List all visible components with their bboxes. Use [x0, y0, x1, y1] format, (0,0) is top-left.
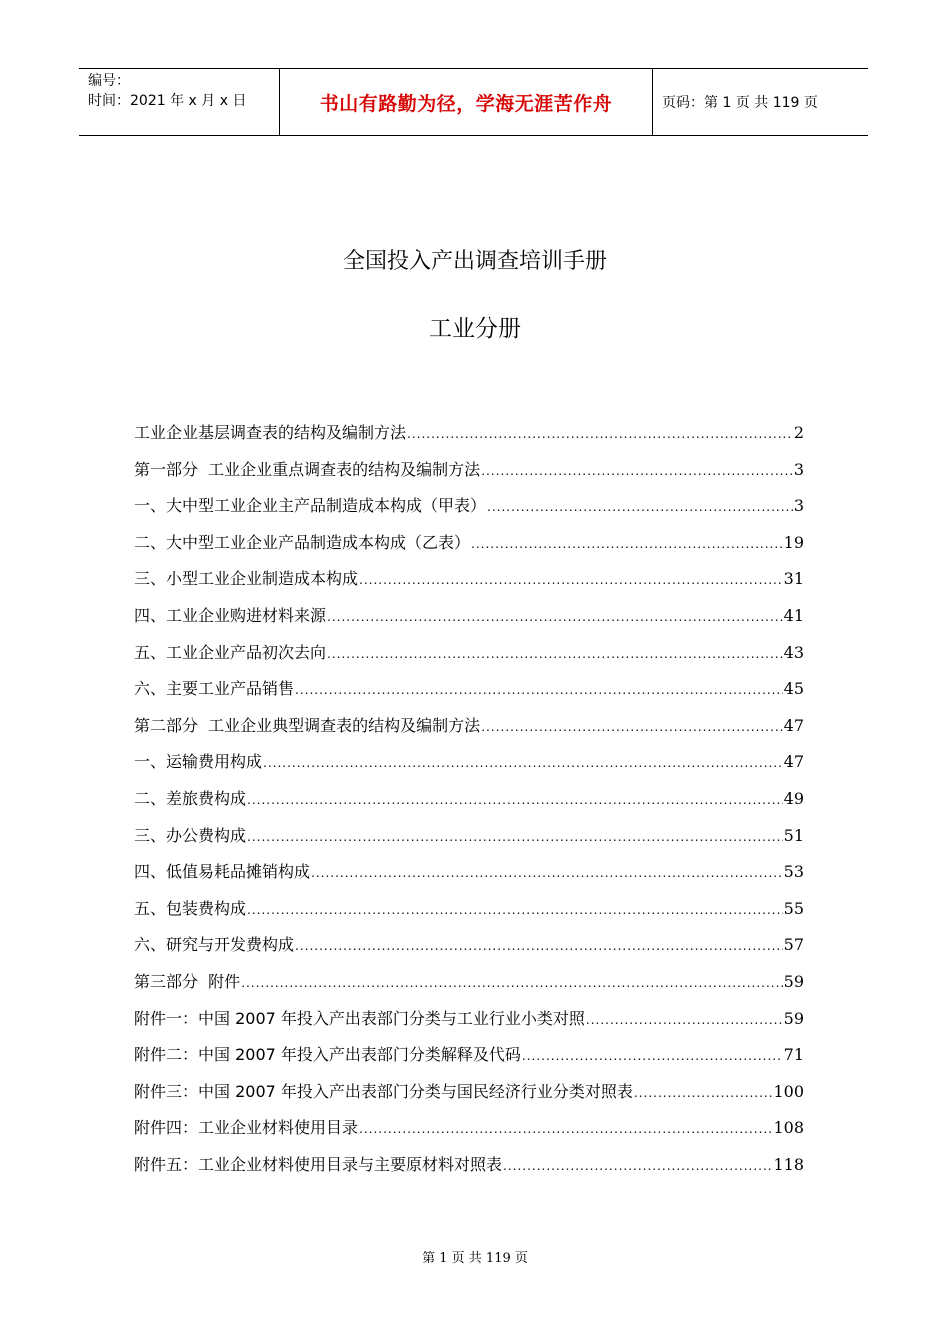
- toc-entry[interactable]: [134, 676, 804, 713]
- toc-entry-label: 附件三：中国 2007 年投入产出表部门分类与国民经济行业分类对照表: [134, 1081, 633, 1101]
- toc-entry-label: 二、差旅费构成: [134, 788, 247, 808]
- toc-entry[interactable]: [134, 749, 804, 786]
- toc-entry-page: 31: [783, 569, 804, 589]
- toc-entry-page: 53: [783, 862, 804, 882]
- page-footer: 第 1 页 共 119 页: [422, 1251, 528, 1266]
- document-title: 全国投入产出调查培训手册: [342, 249, 607, 274]
- toc-entry-label: 三、办公费构成: [134, 825, 247, 845]
- toc-entry[interactable]: [134, 530, 804, 567]
- toc-entry-label: 第一部分 工业企业重点调查表的结构及编制方法: [134, 459, 481, 479]
- toc-leader-dots: [359, 1122, 772, 1136]
- toc-leader-dots: [407, 427, 793, 441]
- toc-entry-label: 第二部分 工业企业典型调查表的结构及编制方法: [134, 715, 481, 735]
- toc-entry-label: 一、运输费用构成: [134, 752, 263, 772]
- toc-entry[interactable]: [134, 420, 804, 457]
- toc-leader-dots: [247, 830, 783, 844]
- toc-leader-dots: [634, 1086, 773, 1100]
- toc-entry-page: 71: [783, 1045, 804, 1065]
- toc-leader-dots: [327, 647, 783, 661]
- toc-entry-label: 附件一：中国 2007 年投入产出表部门分类与工业行业小类对照: [134, 1008, 585, 1028]
- toc-entry-page: 19: [783, 532, 804, 552]
- toc-entry-page: 43: [783, 642, 804, 662]
- toc-entry[interactable]: [134, 713, 804, 750]
- toc-leader-dots: [311, 866, 783, 880]
- toc-entry-label: 一、大中型工业企业主产品制造成本构成（甲表）: [134, 496, 487, 516]
- toc-entry-page: 47: [783, 752, 804, 772]
- toc-entry[interactable]: [134, 932, 804, 969]
- toc-leader-dots: [295, 939, 783, 953]
- toc-leader-dots: [471, 537, 783, 551]
- toc-entry-page: 2: [793, 423, 804, 442]
- toc-entry-page: 59: [783, 1008, 804, 1028]
- toc-entry[interactable]: [134, 1042, 804, 1079]
- toc-entry-label: 六、主要工业产品销售: [134, 679, 295, 699]
- toc-entry-label: 五、工业企业产品初次去向: [134, 642, 327, 662]
- table-of-contents: [134, 420, 804, 1188]
- toc-entry-label: 四、低值易耗品摊销构成: [134, 862, 311, 882]
- toc-entry-page: 41: [783, 605, 804, 625]
- toc-entry-page: 51: [783, 825, 804, 845]
- toc-entry[interactable]: [134, 603, 804, 640]
- toc-entry[interactable]: [134, 859, 804, 896]
- toc-entry-page: 55: [783, 898, 804, 918]
- toc-leader-dots: [487, 500, 793, 514]
- toc-entry-page: 49: [783, 788, 804, 808]
- toc-entry[interactable]: [134, 1115, 804, 1152]
- toc-entry-page: 47: [783, 715, 804, 735]
- header-page-code: 页码：第 1 页 共 119 页: [662, 95, 818, 111]
- toc-entry[interactable]: [134, 969, 804, 1006]
- toc-entry-label: 五、包装费构成: [134, 898, 247, 918]
- toc-leader-dots: [247, 903, 783, 917]
- toc-entry[interactable]: [134, 896, 804, 933]
- toc-entry-page: 57: [783, 935, 804, 955]
- toc-entry[interactable]: [134, 786, 804, 823]
- toc-entry-label: 六、研究与开发费构成: [134, 935, 295, 955]
- toc-entry-page: 108: [773, 1118, 804, 1138]
- toc-entry-label: 附件四：工业企业材料使用目录: [134, 1118, 359, 1138]
- toc-entry-page: 118: [773, 1154, 804, 1174]
- toc-entry-label: 附件二：中国 2007 年投入产出表部门分类解释及代码: [134, 1045, 521, 1065]
- toc-entry-page: 3: [793, 459, 804, 479]
- toc-entry-label: 工业企业基层调查表的结构及编制方法: [134, 423, 407, 442]
- toc-entry-page: 3: [793, 496, 804, 516]
- toc-entry-label: 三、小型工业企业制造成本构成: [134, 569, 359, 589]
- toc-leader-dots: [481, 464, 793, 478]
- toc-entry[interactable]: [134, 493, 804, 530]
- toc-leader-dots: [327, 610, 783, 624]
- time-label: 时间：2021 年 x 月 x 日: [88, 93, 247, 109]
- toc-entry[interactable]: [134, 1006, 804, 1043]
- toc-leader-dots: [241, 976, 782, 990]
- toc-entry[interactable]: [134, 640, 804, 677]
- document-subtitle: 工业分册: [429, 316, 521, 342]
- toc-entry-label: 二、大中型工业企业产品制造成本构成（乙表）: [134, 532, 471, 552]
- toc-entry-label: 附件五：工业企业材料使用目录与主要原材料对照表: [134, 1154, 503, 1174]
- toc-entry[interactable]: [134, 1152, 804, 1189]
- toc-leader-dots: [247, 793, 783, 807]
- header-motto: 书山有路勤为径，学海无涯苦作舟: [280, 69, 653, 135]
- header-meta: [79, 69, 280, 135]
- toc-entry[interactable]: [134, 823, 804, 860]
- toc-entry-label: 第三部分 附件: [134, 971, 241, 991]
- toc-entry[interactable]: [134, 566, 804, 603]
- toc-leader-dots: [586, 1013, 783, 1027]
- toc-leader-dots: [263, 756, 783, 770]
- toc-entry-page: 45: [783, 679, 804, 699]
- toc-leader-dots: [522, 1049, 783, 1063]
- number-label: 编号：: [88, 73, 130, 89]
- toc-entry-page: 100: [773, 1081, 804, 1101]
- toc-leader-dots: [359, 573, 783, 587]
- page-header: [79, 68, 868, 136]
- toc-entry[interactable]: [134, 1079, 804, 1116]
- toc-entry-page: 59: [783, 971, 804, 991]
- toc-leader-dots: [295, 683, 783, 697]
- toc-entry[interactable]: [134, 457, 804, 494]
- toc-leader-dots: [481, 720, 782, 734]
- toc-leader-dots: [503, 1159, 772, 1173]
- toc-entry-label: 四、工业企业购进材料来源: [134, 605, 327, 625]
